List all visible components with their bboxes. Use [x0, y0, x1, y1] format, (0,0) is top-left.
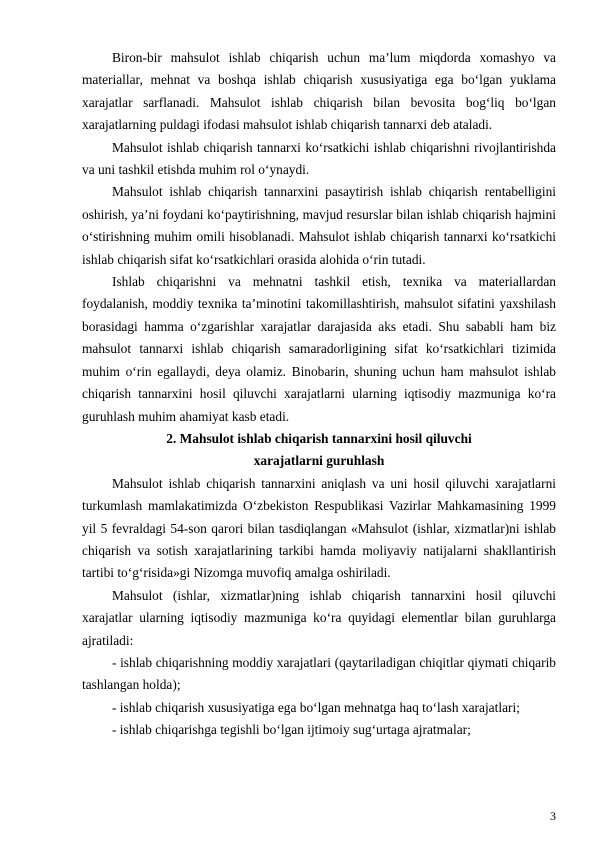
paragraph: Mahsulot ishlab chiqarish tannarxini pasaytirish ishlab chiqarish rentabelligini oshirish, ya’ni foydani ko‘paytirishning, mavjud resurslar bilan ishlab chiqarish hajmini o‘stirishning muhim omili hisoblanadi. Mahsulot ishlab chiqarish tannarxi ko‘rsatkichi ishlab chiqarish sifat ko‘rsatkichlari orasida alohida o‘rin tutadi.: [82, 184, 556, 267]
section-heading-line-2: xarajatlarni guruhlash: [253, 453, 385, 469]
paragraph: Ishlab chiqarishni va mehnatni tashkil etish, texnika va materiallardan foydalanish, moddiy texnika ta’minotini takomillashtirish, mahsulot sifatini yaxshilash borasidagi hamma o‘zgarishlar xarajatlar darajasida aks etadi. Shu sababli ham biz mahsulot tannarxi ishlab chiqarish samaradorligining sifat ko‘rsatkichlari tizimida muhim o‘rin egallaydi, deya olamiz. Binobarin, shuning uchun ham mahsulot ishlab chiqarish tannarxini hosil qiluvchi xarajatlarni ularning iqtisodiy mazmuniga ko‘ra guruhlash muhim ahamiyat kasb etadi.: [82, 274, 556, 424]
paragraph: Biron-bir mahsulot ishlab chiqarish uchun ma’lum miqdorda xomashyo va materiallar, mehnat va boshqa ishlab chiqarish xususiyatiga ega bo‘lgan yuklama xarajatlar sarflanadi. Mahsulot ishlab chiqarish bilan bevosita bog‘liq bo‘lgan xarajatlarning puldagi ifodasi mahsulot ishlab chiqarish tannarxi deb ataladi.: [82, 50, 556, 133]
paragraph: Mahsulot ishlab chiqarish tannarxini aniqlash va uni hosil qiluvchi xarajatlarni turkumlash mamlakatimizda O‘zbekiston Respublikasi Vazirlar Mahkamasining 1999 yil 5 fevraldagi 54-son qarori bilan tasdiqlangan «Mahsulot (ishlar, xizmatlar)ni ishlab chiqarish va sotish xarajatlarining tarkibi hamda moliyaviy natijalarni shakllantirish tartibi to‘g‘risida»gi Nizomga muvofiq amalga oshiriladi.: [82, 475, 556, 581]
paragraph: Mahsulot ishlab chiqarish tannarxi ko‘rsatkichi ishlab chiqarishni rivojlantirishda va uni tashkil etishda muhim rol o‘ynaydi.: [82, 139, 556, 178]
page-number: 3: [550, 809, 556, 823]
section-heading-line-1: 2. Mahsulot ishlab chiqarish tannarxini hosil qiluvchi: [166, 430, 472, 446]
list-item: - ishlab chiqarish xususiyatiga ega bo‘lgan mehnatga haq to‘lash xarajatlari;: [112, 699, 520, 715]
document-page: [82, 47, 556, 742]
list-item: - ishlab chiqarishga tegishli bo‘lgan ijtimoiy sug‘urtaga ajratmalar;: [112, 722, 471, 738]
list-item: - ishlab chiqarishning moddiy xarajatlari (qaytariladigan chiqitlar qiymati chiqarib tashlangan holda);: [82, 654, 556, 693]
paragraph: Mahsulot (ishlar, xizmatlar)ning ishlab chiqarish tannarxini hosil qiluvchi xarajatlar ularning iqtisodiy mazmuniga ko‘ra quyidagi elementlar bilan guruhlarga ajratiladi:: [82, 587, 556, 648]
